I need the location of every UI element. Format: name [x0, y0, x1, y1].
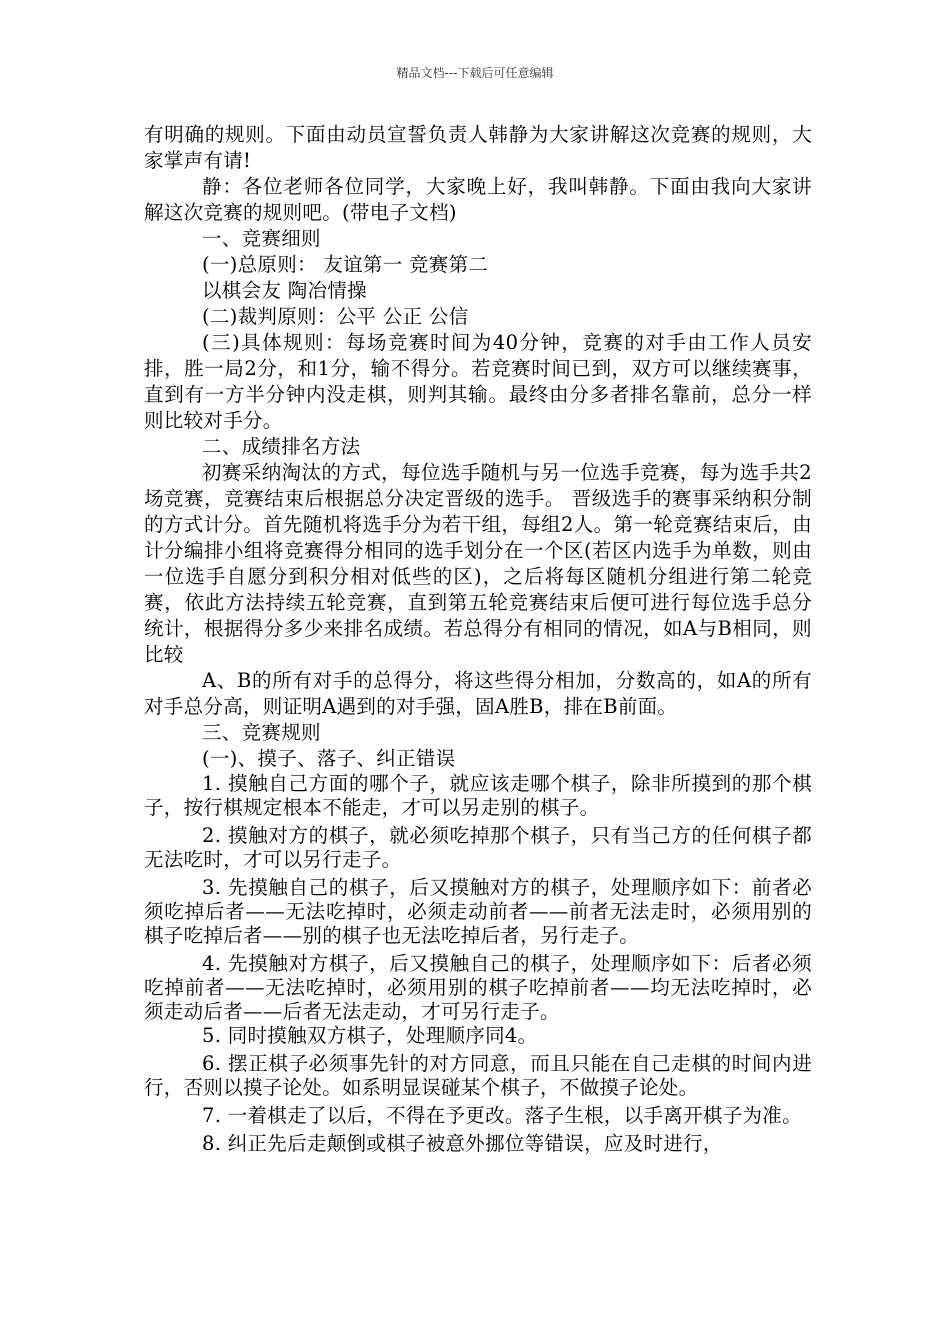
section-heading-3: 三、竞赛规则: [202, 721, 321, 744]
page-header: 精品文档---下载后可任意编辑: [396, 66, 554, 80]
rule-item-4: 4. 先摸触对方棋子，后又摸触自己的棋子，处理顺序如下：后者必须吃掉前者——无法吃掉时，必须用别的棋子吃掉前者——均无法吃掉时，必须走动后者——后者无法走动，才可另行走子。: [144, 952, 812, 1023]
paragraph-9: 初赛采纳淘汰的方式，每位选手随机与另一位选手竞赛，每为选手共2场竞赛，竞赛结束后根据总分决定晋级的选手。 晋级选手的赛事采纳积分制的方式计分。首先随机将选手分为若干组，每组2人。第一轮竞赛结束后，由计分编排小组将竞赛得分相同的选手划分在一个区(若区内选手为单数，则由一位选手自愿分到积分相对低些的区)，之后将每区随机分组进行第二轮竞赛，依此方法持续五轮竞赛，直到第五轮竞赛结束后便可进行每位选手总分统计，根据得分多少来排名成绩。若总得分有相同的情况，如A与B相同，则比较: [144, 461, 812, 666]
paragraph-6: (二)裁判原则：公平 公正 公信: [202, 305, 469, 328]
rule-item-1: 1. 摸触自己方面的哪个子，就应该走哪个棋子，除非所摸到的那个棋子，按行棋规定根本不能走，才可以另走别的棋子。: [144, 772, 812, 819]
rule-item-5: 5. 同时摸触双方棋子，处理顺序同4。: [202, 1024, 538, 1047]
rule-item-2: 2. 摸触对方的棋子，就必须吃掉那个棋子，只有当己方的任何棋子都无法吃时，才可以另行走子。: [144, 824, 812, 871]
paragraph-4: (一)总原则： 友谊第一 竞赛第二: [202, 253, 489, 276]
paragraph-7: (三)具体规则：每场竞赛时间为40分钟，竞赛的对手由工作人员安排，胜一局2分，和1分，输不得分。若竞赛时间已到，双方可以继续赛事，直到有一方半分钟内没走棋，则判其输。最终由分多者排名靠前，总分一样则比较对手分。: [144, 331, 812, 432]
paragraph-5: 以棋会友 陶冶情操: [202, 279, 367, 302]
section-heading-2: 二、成绩排名方法: [202, 435, 361, 458]
rule-item-8: 8. 纠正先后走颠倒或棋子被意外挪位等错误，应及时进行，: [202, 1132, 723, 1155]
document-body: [144, 122, 812, 1156]
rule-item-6: 6. 摆正棋子必须事先针的对方同意，而且只能在自己走棋的时间内进行，否则以摸子论处。如系明显误碰某个棋子，不做摸子论处。: [144, 1052, 812, 1099]
rule-item-7: 7. 一着棋走了以后，不得在予更改。落子生根，以手离开棋子为准。: [202, 1104, 802, 1127]
paragraph-12: (一)、摸子、落子、纠正错误: [202, 747, 456, 770]
section-heading-1: 一、竞赛细则: [202, 227, 321, 250]
paragraph-2: 静：各位老师各位同学，大家晚上好，我叫韩静。下面由我向大家讲解这次竞赛的规则吧。(带电子文档): [144, 175, 812, 224]
paragraph-10: A、B的所有对手的总得分，将这些得分相加，分数高的，如A的所有对手总分高，则证明A遇到的对手强，固A胜B，排在B前面。: [144, 669, 812, 718]
rule-item-3: 3. 先摸触自己的棋子，后又摸触对方的棋子，处理顺序如下：前者必须吃掉后者——无法吃掉时，必须走动前者——前者无法走时，必须用别的棋子吃掉后者——别的棋子也无法吃掉后者，另行走子。: [144, 876, 812, 947]
paragraph-1: 有明确的规则。下面由动员宣誓负责人韩静为大家讲解这次竞赛的规则，大家掌声有请!: [144, 123, 812, 172]
